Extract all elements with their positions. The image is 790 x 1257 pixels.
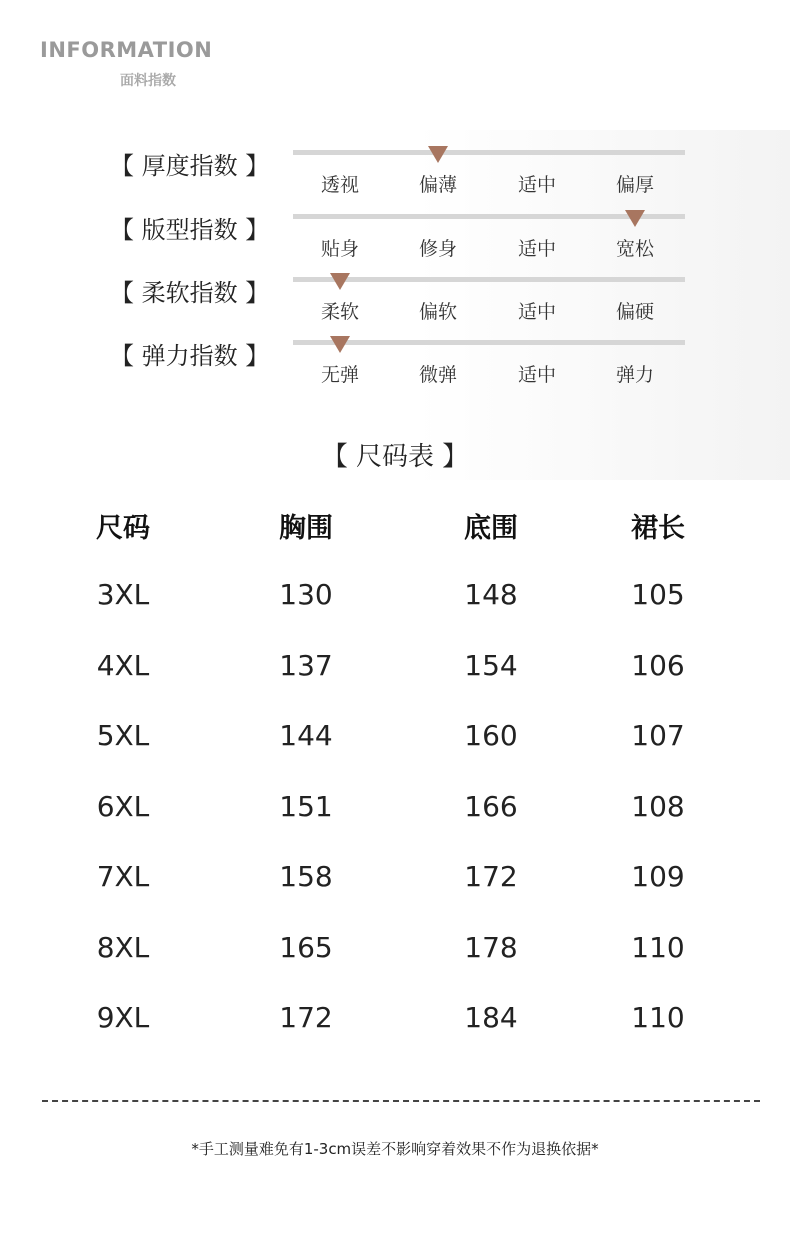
size-table-header: 底围 [464,513,518,544]
size-table-cell: 137 [279,648,333,682]
info-subtitle: 面料指数 [120,73,176,89]
size-table-header: 胸围 [279,513,333,544]
size-table-cell: 172 [279,1001,333,1034]
fabric-index-option: 适中 [517,301,556,323]
fabric-index-option: 适中 [517,238,556,260]
fabric-index-option: 无弹 [320,364,359,386]
size-table-cell: 109 [631,860,685,893]
size-table-cell: 130 [279,578,333,611]
measurement-note: *手工测量难免有1-3cm误差不影响穿着效果不作为退换依据* [191,1140,599,1158]
fabric-index-label: 【 厚度指数 】 [110,152,270,180]
size-table-cell: 105 [631,578,685,611]
size-table-cell: 151 [279,789,333,823]
fabric-index-row [110,326,790,386]
fabric-index-bar [293,150,685,155]
fabric-index-panel [110,130,790,480]
fabric-index-option: 弹力 [615,364,654,386]
fabric-index-row [110,136,790,196]
size-table-cell: 3XL [96,578,150,611]
size-table-header: 裙长 [631,513,685,544]
fabric-index-option: 宽松 [615,238,654,260]
fabric-index-option: 透视 [320,174,359,196]
size-table-cell: 165 [279,930,333,964]
size-table-cell: 5XL [96,719,150,752]
size-table-cell: 9XL [96,1001,150,1034]
size-table-cell: 158 [279,860,333,893]
size-table-header: 尺码 [96,513,150,544]
fabric-index-bar [293,277,685,282]
size-table-cell: 107 [631,719,685,752]
fabric-index-label: 【 弹力指数 】 [110,342,270,370]
fabric-index-marker-icon [330,336,350,353]
fabric-index-bar [293,340,685,345]
size-table-cell: 110 [631,1001,685,1034]
fabric-index-option: 柔软 [320,301,359,323]
size-table-cell: 178 [464,930,518,964]
size-table-cell: 110 [631,930,685,964]
fabric-index-marker-icon [330,273,350,290]
size-table-cell: 166 [464,789,518,823]
size-table-cell: 106 [631,648,685,682]
size-table-cell: 108 [631,789,685,823]
size-table-cell: 7XL [96,860,150,893]
size-table-cell: 8XL [96,930,150,964]
size-table-cell: 148 [464,578,518,611]
fabric-index-option: 适中 [517,364,556,386]
fabric-index-label: 【 版型指数 】 [110,216,270,244]
fabric-index-label: 【 柔软指数 】 [110,279,270,307]
fabric-index-option: 修身 [418,238,457,260]
size-table-cell: 4XL [96,648,150,682]
size-table-cell: 144 [279,719,333,752]
fabric-index-option: 贴身 [320,238,359,260]
dashed-divider [42,1100,760,1102]
fabric-index-marker-icon [625,210,645,227]
size-table-cell: 154 [464,648,518,682]
info-title: INFORMATION [40,38,213,62]
fabric-index-option: 适中 [517,174,556,196]
size-table-cell: 6XL [96,789,150,823]
fabric-index-row [110,263,790,323]
fabric-index-option: 微弹 [418,364,457,386]
size-table-cell: 184 [464,1001,518,1034]
size-table-cell: 160 [464,719,518,752]
fabric-index-option: 偏薄 [418,174,457,196]
size-chart-title: 【 尺码表 】 [321,442,469,472]
fabric-index-option: 偏软 [418,301,457,323]
size-table-cell: 172 [464,860,518,893]
fabric-index-option: 偏硬 [615,301,654,323]
fabric-index-option: 偏厚 [615,174,654,196]
fabric-index-row [110,200,790,260]
fabric-index-marker-icon [428,146,448,163]
